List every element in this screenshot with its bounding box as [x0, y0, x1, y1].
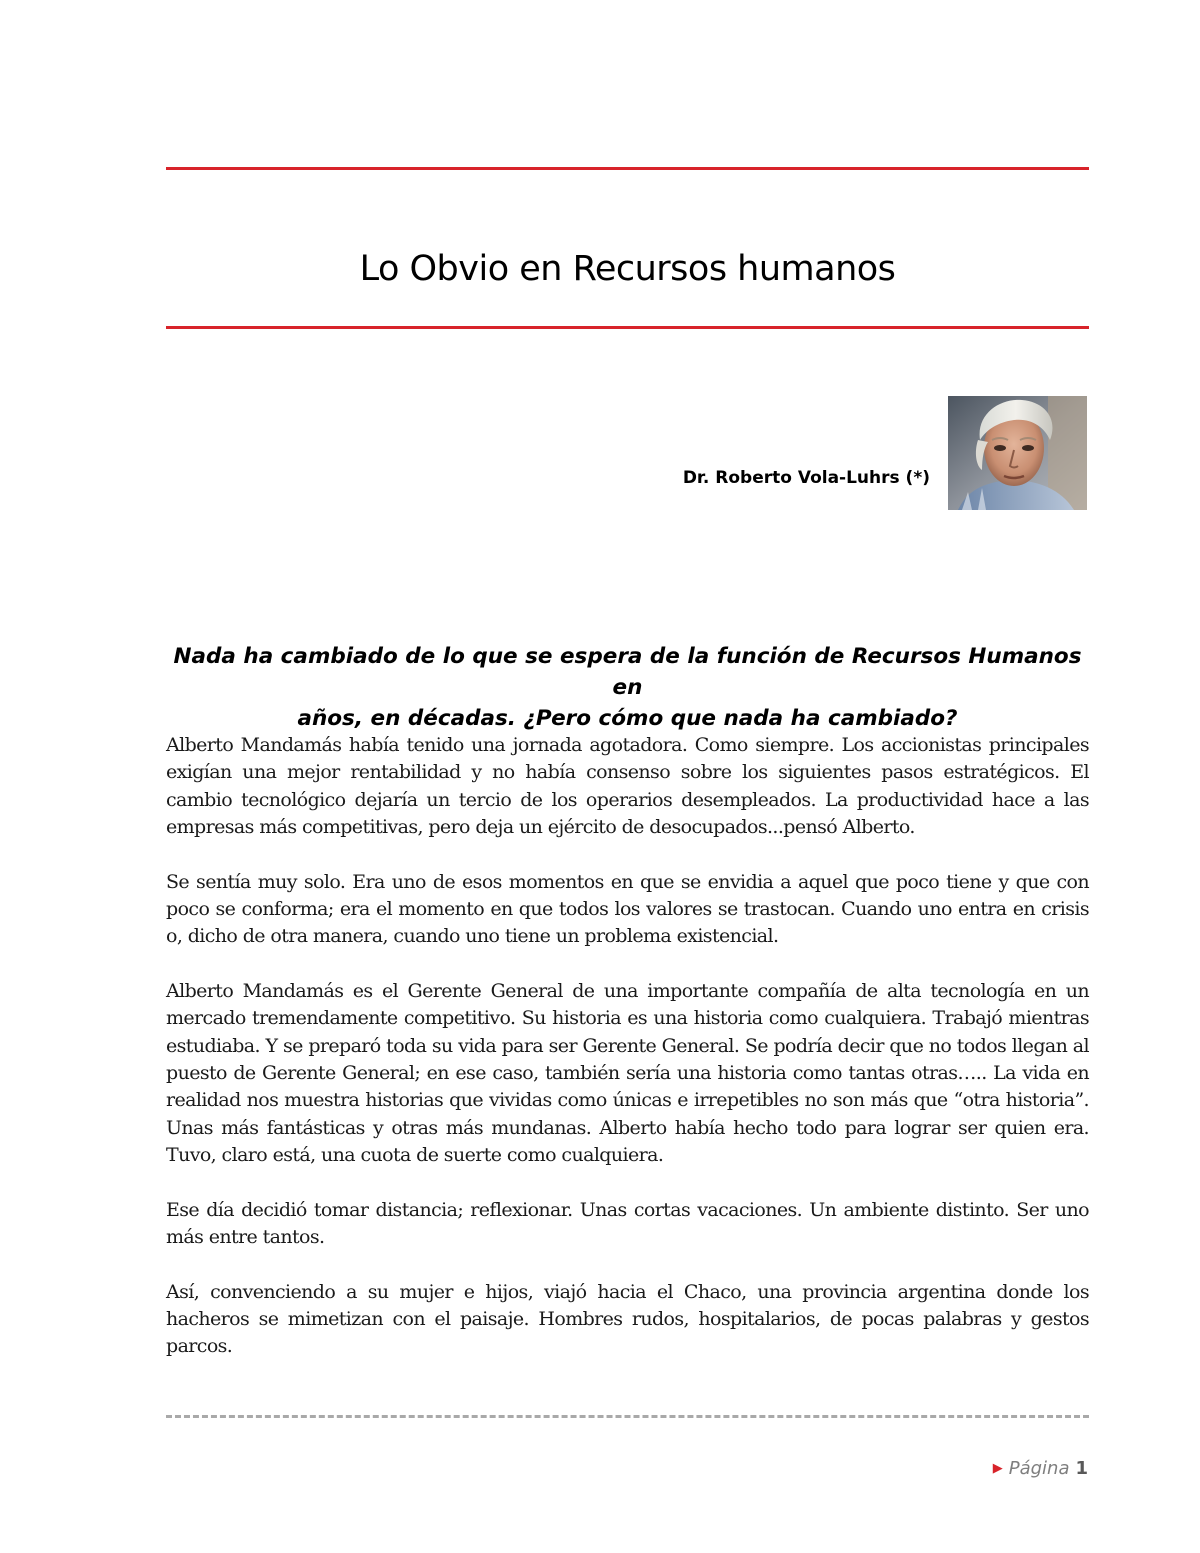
- lead-question: [166, 641, 1089, 734]
- triangle-right-icon: ▶: [992, 1461, 1003, 1476]
- paragraph-1: Alberto Mandamás había tenido una jornada agotadora. Como siempre. Los accionistas principales exigían una mejor rentabilidad y no había consenso sobre los siguientes pasos estratégicos. El cambio tecnológico dejaría un tercio de los operarios desempleados. La productividad hace a las empresas más competitivas, pero deja un ejército de desocupados...pensó Alberto.: [166, 734, 1089, 839]
- page-footer: [993, 1456, 1088, 1482]
- title-top-rule: [166, 167, 1089, 170]
- paragraph-5: Así, convenciendo a su mujer e hijos, viajó hacia el Chaco, una provincia argentina donde los hacheros se mimetizan con el paisaje. Hombres rudos, hospitalarios, de pocas palabras y gestos parcos.: [166, 1280, 1089, 1358]
- document-title: Lo Obvio en Recursos humanos: [359, 249, 896, 289]
- article-body: [166, 732, 1089, 1388]
- author-portrait: [948, 396, 1087, 510]
- page-label: Página: [1008, 1458, 1070, 1479]
- title-bottom-rule: [166, 326, 1089, 329]
- page-number: 1: [1075, 1458, 1088, 1479]
- paragraph-4: Ese día decidió tomar distancia; reflexionar. Unas cortas vacaciones. Un ambiente distinto. Ser uno más entre tantos.: [166, 1198, 1089, 1249]
- lead-line-1: Nada ha cambiado de lo que se espera de la función de Recursos Humanos en: [173, 644, 1082, 700]
- footer-divider: [166, 1415, 1089, 1418]
- paragraph-2: Se sentía muy solo. Era uno de esos momentos en que se envidia a aquel que poco tiene y que con poco se conforma; era el momento en que todos los valores se trastocan. Cuando uno entra en crisis o, dicho de otra manera, cuando uno tiene un problema existencial.: [166, 870, 1089, 948]
- lead-line-2: años, en décadas. ¿Pero cómo que nada ha cambiado?: [297, 706, 958, 731]
- paragraph-3: Alberto Mandamás es el Gerente General de una importante compañía de alta tecnología en un mercado tremendamente competitivo. Su historia es una historia como cualquiera. Trabajó mientras estudiaba. Y se preparó toda su vida para ser Gerente General. Se podría decir que no todos llegan al puesto de Gerente General; en ese caso, también sería una historia como tantas otras….. La vida en realidad nos muestra historias que vividas como únicas e irrepetibles no son más que “otra historia”. Unas más fantásticas y otras más mundanas. Alberto había hecho todo para lograr ser quien era. Tuvo, claro está, una cuota de suerte como cualquiera.: [166, 979, 1089, 1167]
- author-name: Dr. Roberto Vola-Luhrs (*): [682, 468, 930, 488]
